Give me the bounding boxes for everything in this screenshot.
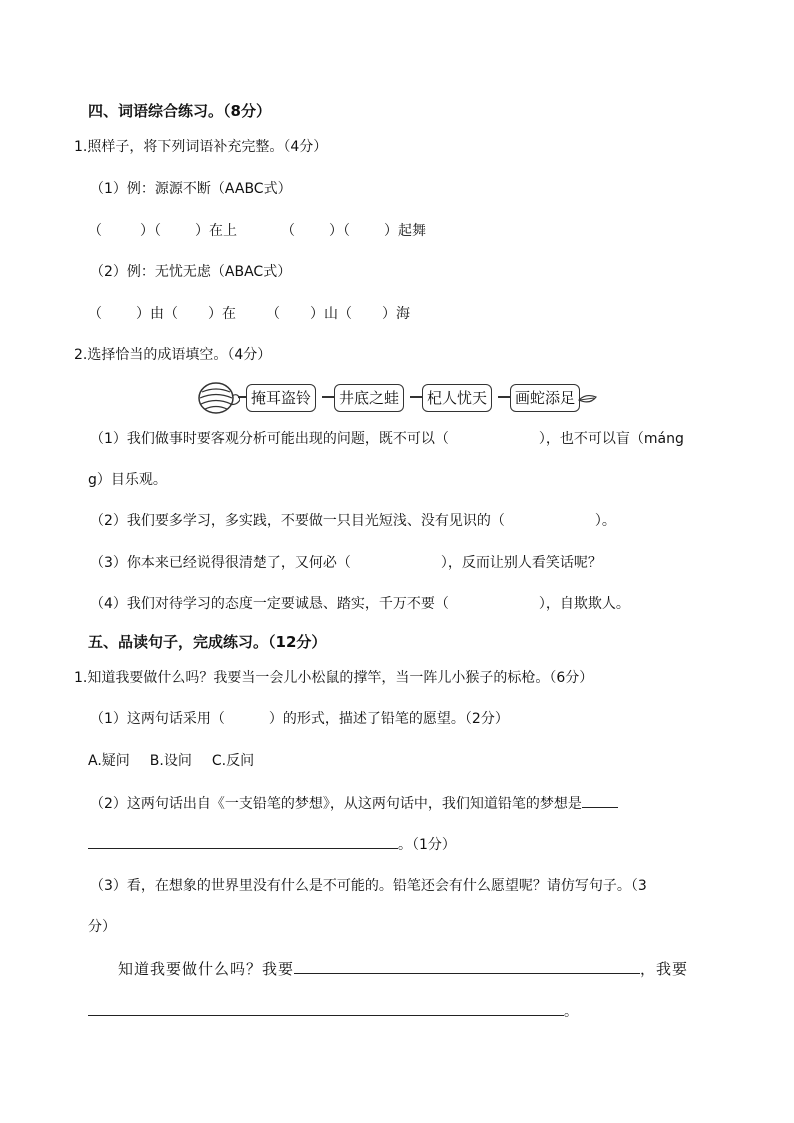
bracket-open: （ [266, 306, 280, 322]
option-a[interactable]: A.疑问 [88, 753, 130, 769]
q1-blank-row-b [88, 304, 410, 324]
word-end: ）起舞 [384, 223, 426, 239]
sentence-text: ，我要 [640, 960, 689, 978]
idiom-card: 杞人忧天 [422, 384, 492, 412]
bracket-mid: ）由（ [136, 306, 178, 322]
sentence-text: （2）这两句话出自《一支铅笔的梦想》，从这两句话中，我们知道铅笔的梦想是 [90, 796, 582, 812]
sentence-text: 。（1分） [398, 837, 456, 853]
q2-sentence-4 [90, 594, 630, 614]
s5-q1-part3: （3）看，在想象的世界里没有什么是不可能的。铅笔还会有什么愿望呢？请仿写句子。（3 [90, 878, 647, 894]
s5-q1-part1 [90, 709, 509, 729]
bracket-open: （ [88, 223, 102, 239]
word-end: ）在上 [195, 223, 237, 239]
idiom-card: 画蛇添足 [510, 384, 580, 412]
q1-title: 1.照样子，将下列词语补充完整。（4分） [74, 139, 328, 155]
imitation-sentence [118, 959, 688, 979]
imitation-sentence-cont [88, 1001, 578, 1022]
word-end: ）在 [208, 306, 236, 322]
section4-title: 四、词语综合练习。（8分） [88, 102, 271, 120]
sentence-text: ），自欺欺人。 [538, 596, 630, 612]
q2-sentence-1 [90, 429, 684, 449]
bracket-mid: ）（ [329, 223, 350, 239]
q1-example-b: （2）例：无忧无虑（ABAC式） [90, 264, 292, 280]
snail-shell-icon [196, 380, 240, 416]
sentence-text: 。 [564, 1004, 578, 1020]
leaf-icon [578, 393, 598, 407]
q2-sentence-2 [90, 511, 616, 531]
q2-title: 2.选择恰当的成语填空。（4分） [74, 347, 272, 363]
s5-q1-part3-cont: 分） [88, 919, 116, 935]
answer-line[interactable] [582, 793, 618, 808]
sentence-text: （1）这两句话采用（ [90, 711, 225, 727]
sentence-text: ）。 [594, 513, 616, 529]
answer-line[interactable] [294, 959, 640, 974]
idiom-card: 井底之蛙 [334, 384, 404, 412]
sentence-text: 知道我要做什么吗？我要 [118, 960, 295, 978]
answer-line[interactable] [88, 834, 398, 849]
s5-q1-options [88, 751, 254, 771]
bracket-mid: ）山（ [310, 306, 352, 322]
s5-q1-title: 1.知道我要做什么吗？我要当一会儿小松鼠的撑竿，当一阵儿小猴子的标枪。（6分） [74, 670, 594, 686]
s5-q1-part2 [90, 793, 618, 814]
bracket-mid: ）（ [140, 223, 161, 239]
idiom-word-bank [196, 380, 596, 416]
s5-q1-part2-cont [88, 834, 456, 855]
option-c[interactable]: C.反问 [211, 753, 255, 769]
sentence-text: （1）我们做事时要客观分析可能出现的问题，既不可以（ [90, 431, 449, 447]
sentence-text: ），也不可以盲（máng [538, 431, 684, 447]
bracket-open: （ [88, 306, 102, 322]
option-b[interactable]: B.设问 [149, 753, 192, 769]
sentence-text: ）的形式，描述了铅笔的愿望。（2分） [268, 711, 509, 727]
sentence-text: （3）你本来已经说得很清楚了，又何必（ [90, 555, 351, 571]
q1-example-a: （1）例：源源不断（AABC式） [90, 181, 292, 197]
q2-sentence-1-cont: g）目乐观。 [88, 472, 167, 488]
answer-line[interactable] [88, 1001, 564, 1016]
sentence-text: （2）我们要多学习，多实践，不要做一只目光短浅、没有见识的（ [90, 513, 505, 529]
sentence-text: ），反而让别人看笑话呢？ [440, 555, 602, 571]
sentence-text: （4）我们对待学习的态度一定要诚恳、踏实，千万不要（ [90, 596, 449, 612]
q1-blank-row-a [88, 221, 426, 241]
bracket-open: （ [281, 223, 295, 239]
word-end: ）海 [382, 306, 410, 322]
q2-sentence-3 [90, 553, 602, 573]
section5-title: 五、品读句子，完成练习。（12分） [88, 633, 327, 651]
idiom-card: 掩耳盗铃 [246, 384, 316, 412]
